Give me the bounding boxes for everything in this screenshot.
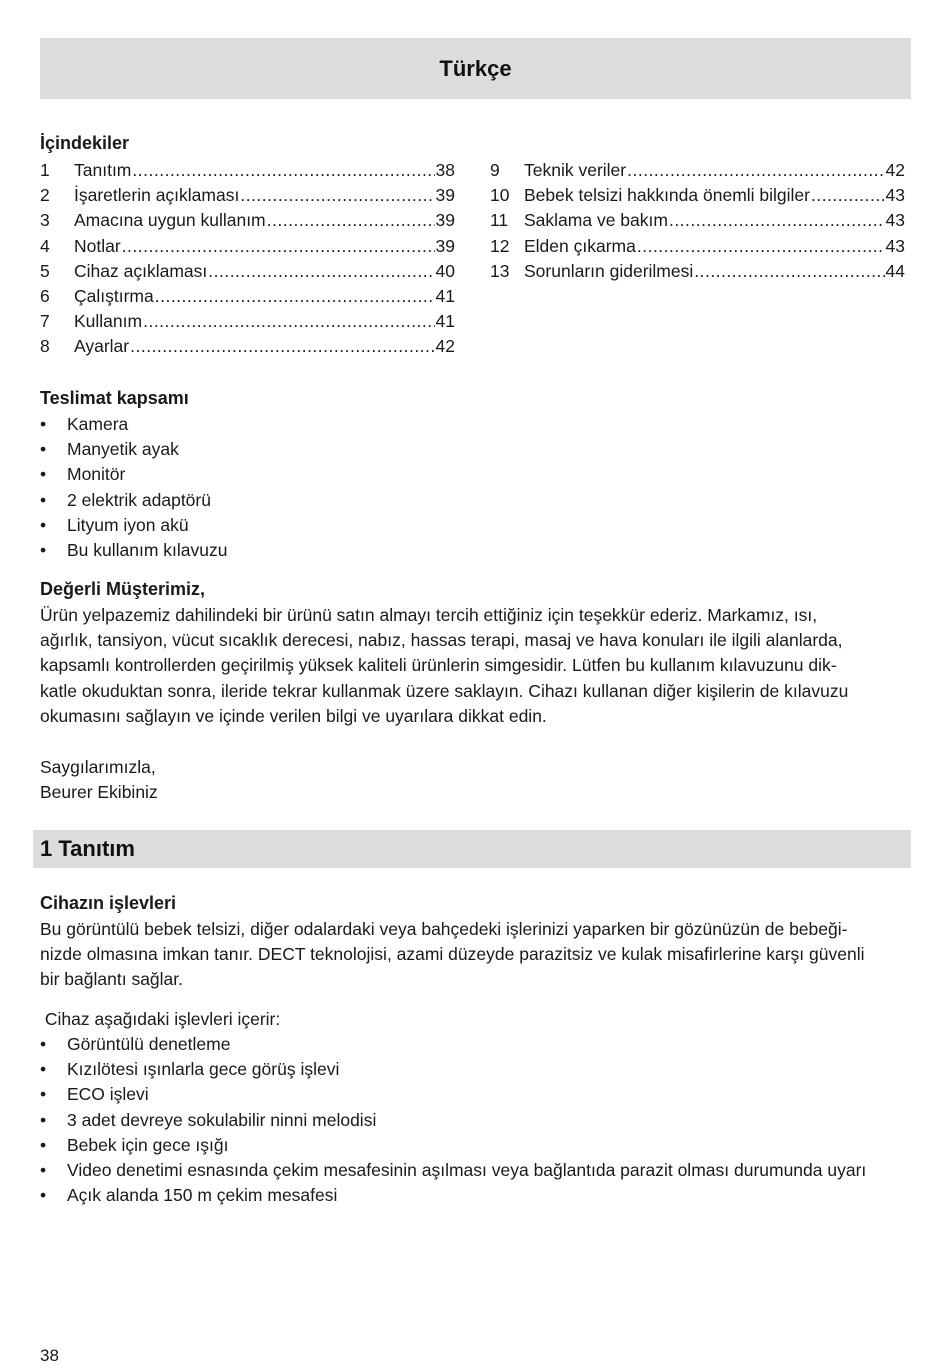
section-title: 1 Tanıtım (40, 836, 135, 861)
list-item: • ECO işlevi (40, 1082, 866, 1107)
language-banner (40, 38, 911, 99)
bullet-icon: • (40, 1059, 47, 1080)
toc-left-column (40, 158, 455, 360)
list-item: • Bu kullanım kılavuzu (40, 538, 228, 563)
toc-entry[interactable]: 6 Çalıştırma ..... 41 (40, 284, 455, 309)
toc-entry[interactable]: 2 İşaretlerin açıklaması ..... 39 (40, 183, 455, 208)
toc-entry[interactable]: 13 Sorunların giderilmesi ..... 44 (490, 259, 905, 284)
list-item: • Lityum iyon akü (40, 513, 228, 538)
bullet-icon: • (40, 489, 47, 510)
toc-entry[interactable]: 12 Elden çıkarma ..... 43 (490, 234, 905, 259)
toc-entry[interactable]: 9 Teknik veriler ..... 42 (490, 158, 905, 183)
toc-entry[interactable]: 5 Cihaz açıklaması ..... 40 (40, 259, 455, 284)
page-number: 38 (40, 1346, 59, 1365)
toc-entry[interactable]: 10 Bebek telsizi hakkında önemli bilgiler ..... 43 (490, 183, 905, 208)
list-item: • Kızılötesi ışınlarla gece görüş işlevi (40, 1057, 866, 1082)
features-list (40, 1032, 866, 1208)
list-item: • 2 elektrik adaptörü (40, 488, 228, 513)
bullet-icon: • (40, 414, 47, 434)
list-item: • Bebek için gece ışığı (40, 1133, 866, 1158)
bullet-icon: • (40, 439, 47, 460)
toc-entry[interactable]: 11 Saklama ve bakım ..... 43 (490, 208, 905, 233)
functions-intro: Cihaz aşağıdaki işlevleri içerir: (40, 1009, 281, 1029)
bullet-icon: • (40, 1084, 47, 1105)
list-item: • Görüntülü denetleme (40, 1032, 866, 1057)
list-item: • 3 adet devreye sokulabilir ninni melodisi (40, 1108, 866, 1133)
toc-entry[interactable]: 1 Tanıtım ..... 38 (40, 158, 455, 183)
bullet-icon: • (40, 464, 47, 485)
bullet-icon: • (40, 1034, 47, 1054)
bullet-icon: • (40, 1159, 47, 1180)
functions-paragraph: Bu görüntülü bebek telsizi, diğer odalardaki veya bahçedeki işlerinizi yaparken bir gözünüzün de bebeği- nizde olmasına imkan tanır. DECT teknolojisi, azami düzeyde parazitsiz ve kulak misafirlerine karşı güvenli bir bağlantı sağlar. (40, 919, 865, 990)
bullet-icon: • (40, 514, 47, 535)
list-item: • Video denetimi esnasında çekim mesafesinin aşılması veya bağlantıda parazit olması durumunda uyarı (40, 1158, 866, 1183)
greeting-heading: Değerli Müşterimiz, (40, 579, 206, 599)
bullet-icon: • (40, 1134, 47, 1155)
toc-entry[interactable]: 8 Ayarlar ..... 42 (40, 334, 455, 359)
delivery-list (40, 412, 228, 563)
bullet-icon: • (40, 1185, 47, 1206)
list-item: • Açık alanda 150 m çekim mesafesi (40, 1183, 866, 1208)
list-item: • Manyetik ayak (40, 437, 228, 462)
toc-entry[interactable]: 7 Kullanım ..... 41 (40, 309, 455, 334)
toc-entry[interactable]: 3 Amacına uygun kullanım ..... 39 (40, 208, 455, 233)
toc-entry[interactable]: 4 Notlar ..... 39 (40, 234, 455, 259)
list-item: • Kamera (40, 412, 228, 437)
bullet-icon: • (40, 539, 47, 560)
delivery-heading: Teslimat kapsamı (40, 388, 189, 408)
list-item: • Monitör (40, 462, 228, 487)
section-banner (33, 830, 911, 868)
language-title: Türkçe (439, 55, 512, 81)
toc-right-column (490, 158, 905, 284)
greeting-paragraph: Ürün yelpazemiz dahilindeki bir ürünü satın almayı tercih ettiğiniz için teşekkür ederiz. Markamız, ısı, ağırlık, tansiyon, vücut sıcaklık derecesi, nabız, hassas terapi, masaj ve hava konuları ile ilgili alanlarda, kapsamlı kontrollerden geçirilmiş yüksek kaliteli ürünlerin simgesidir. Lütfen bu kullanım kılavuzunu dik- katle okuduktan sonra, ileride tekrar kullanmak üzere saklayın. Cihazı kullanan diğer kişilerin de kılavuzu okumasını sağlayın ve içinde verilen bilgi ve uyarılara dikkat edin. (40, 605, 849, 726)
toc-heading: İçindekiler (40, 133, 130, 153)
functions-heading: Cihazın işlevleri (40, 893, 177, 913)
bullet-icon: • (40, 1109, 47, 1130)
closing-signature: Saygılarımızla, Beurer Ekibiniz (40, 757, 158, 803)
